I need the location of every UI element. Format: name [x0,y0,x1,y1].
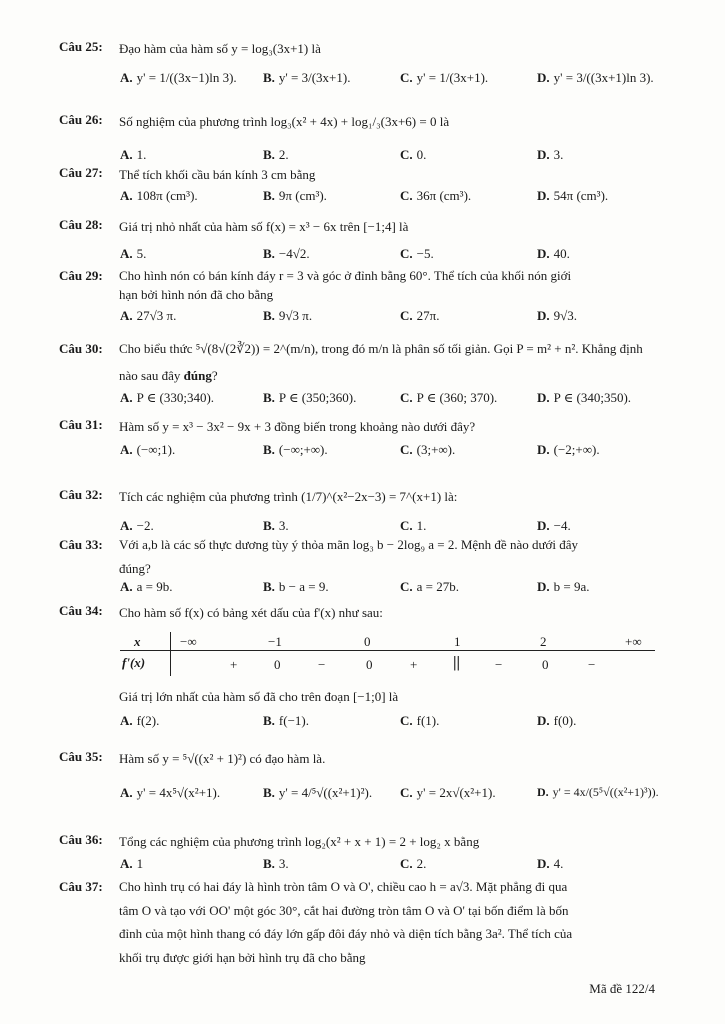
option-b: B. 3. [263,856,289,871]
question-text: Tích các nghiệm của phương trình (1/7)^(x²−2x−3) = 7^(x+1) là: [119,489,458,504]
option-b: B. 2. [263,147,289,162]
question-number: Câu 37: [59,879,103,894]
question-text-line: Với a,b là các số thực dương tùy ý thỏa mãn log₃ b − 2log₉ a = 2. Mệnh đề nào dưới đây [119,537,579,552]
table-cell: + [230,657,238,672]
option-a: A. P ∈ (330;340). [120,390,215,405]
question-text: Đạo hàm của hàm số y = log₃(3x+1) là [119,41,321,56]
option-d: D. P ∈ (340;350). [537,390,632,405]
option-a: A. 108π (cm³). [120,188,198,203]
option-a: A. f(2). [120,713,160,728]
option-b: B. 9π (cm³). [263,188,327,203]
option-a: A. 27√3 π. [120,308,177,323]
table-divider [170,632,171,676]
option-b: B. f(−1). [263,713,309,728]
question-text-line: nào sau đây đúng? [119,368,218,383]
table-cell: − [318,657,326,672]
question-text: Tổng các nghiệm của phương trình log₂(x² + x + 1) = 2 + log₂ x bằng [119,834,480,849]
option-d: D. (−2;+∞). [537,442,600,457]
option-d: D. −4. [537,518,571,533]
question-number: Câu 29: [59,268,103,283]
option-b: B. 3. [263,518,289,533]
table-cell: 0 [274,657,281,672]
question-text-line: đỉnh của một hình thang có đáy lớn gấp đôi đáy nhỏ và diện tích bằng 3a². Thể tích của [119,926,573,941]
table-row-label-fprime: f'(x) [122,655,146,670]
table-cell: 0 [364,634,371,649]
question-number: Câu 31: [59,417,103,432]
option-c: C. 2. [400,856,427,871]
question-number: Câu 33: [59,537,103,552]
table-cell: + [410,657,418,672]
option-b: B. 9√3 π. [263,308,313,323]
question-text: Thể tích khối cầu bán kính 3 cm bằng [119,167,316,182]
option-c: C. f(1). [400,713,440,728]
question-text: Hàm số y = ⁵√((x² + 1)²) có đạo hàm là. [119,751,326,766]
option-c: C. (3;+∞). [400,442,456,457]
option-b: B. b − a = 9. [263,579,329,594]
option-b: B. (−∞;+∞). [263,442,328,457]
option-d: D. 54π (cm³). [537,188,609,203]
question-text-line: khối trụ được giới hạn bởi hình trụ đã cho bằng [119,950,366,965]
option-c: C. y' = 2x√(x²+1). [400,785,496,800]
table-row-label-x: x [134,634,141,649]
question-text: Hàm số y = x³ − 3x² − 9x + 3 đồng biến trong khoảng nào dưới đây? [119,419,476,434]
option-d: D. y' = 4x/(5⁵√((x²+1)³)). [537,785,659,799]
option-b: B. −4√2. [263,246,310,261]
option-c: C. 36π (cm³). [400,188,472,203]
option-d: D. y' = 3/((3x+1)ln 3). [537,70,654,85]
question-text: Giá trị lớn nhất của hàm số đã cho trên đoạn [−1;0] là [119,689,399,704]
question-number: Câu 27: [59,165,103,180]
question-text-line: Cho biểu thức ⁵√(8√(2∛2)) = 2^(m/n), trong đó m/n là phân số tối giản. Gọi P = m² + n². Khẳng định [119,341,643,356]
option-c: C. y' = 1/(3x+1). [400,70,489,85]
option-c: C. a = 27b. [400,579,459,594]
option-c: C. 0. [400,147,427,162]
option-d: D. 4. [537,856,564,871]
question-text-line: đúng? [119,561,151,576]
question-number: Câu 34: [59,603,103,618]
table-cell: 0 [366,657,373,672]
question-text-line: Cho hình trụ có hai đáy là hình tròn tâm O và O', chiều cao h = a√3. Mặt phẳng đi qua [119,879,568,894]
option-a: A. 1 [120,856,144,871]
option-b: B. P ∈ (350;360). [263,390,357,405]
question-text-line: Cho hình nón có bán kính đáy r = 3 và góc ở đỉnh bằng 60°. Thể tích của khối nón giới [119,268,572,283]
table-cell: || [453,654,461,671]
table-cell: − [588,657,596,672]
option-d: D. 3. [537,147,564,162]
option-c: C. 27π. [400,308,440,323]
option-d: D. f(0). [537,713,577,728]
option-a: A. 5. [120,246,147,261]
question-number: Câu 26: [59,112,103,127]
table-cell: +∞ [625,634,642,649]
option-a: A. a = 9b. [120,579,173,594]
table-cell: − [495,657,503,672]
option-d: D. 9√3. [537,308,578,323]
option-a: A. y' = 4x⁵√(x²+1). [120,785,221,800]
table-divider [120,650,655,651]
question-text: Số nghiệm của phương trình log₃(x² + 4x) + log₁/₃(3x+6) = 0 là [119,114,450,129]
option-a: A. −2. [120,518,154,533]
table-cell: −1 [268,634,282,649]
question-text-line: hạn bởi hình nón đã cho bằng [119,287,274,302]
question-number: Câu 32: [59,487,103,502]
question-text-line: tâm O và tạo với OO' một góc 30°, cắt hai đường tròn tâm O và O' tại bốn điểm là bốn [119,903,569,918]
question-text: Giá trị nhỏ nhất của hàm số f(x) = x³ − 6x trên [−1;4] là [119,219,409,234]
option-c: C. −5. [400,246,434,261]
option-d: D. b = 9a. [537,579,590,594]
table-cell: −∞ [180,634,197,649]
question-number: Câu 36: [59,832,103,847]
question-text: Cho hàm số f(x) có bảng xét dấu của f'(x) như sau: [119,605,383,620]
option-c: C. 1. [400,518,427,533]
question-number: Câu 25: [59,39,103,54]
question-number: Câu 35: [59,749,103,764]
option-c: C. P ∈ (360; 370). [400,390,498,405]
option-a: A. (−∞;1). [120,442,176,457]
table-cell: 2 [540,634,547,649]
option-a: A. y' = 1/((3x−1)ln 3). [120,70,237,85]
option-d: D. 40. [537,246,570,261]
option-b: B. y' = 3/(3x+1). [263,70,351,85]
page-footer-code: Mã đề 122/4 [589,981,655,996]
table-cell: 0 [542,657,549,672]
question-number: Câu 28: [59,217,103,232]
table-cell: 1 [454,634,461,649]
question-number: Câu 30: [59,341,103,356]
sign-table [120,632,655,678]
option-b: B. y' = 4/⁵√((x²+1)²). [263,785,373,800]
option-a: A. 1. [120,147,147,162]
